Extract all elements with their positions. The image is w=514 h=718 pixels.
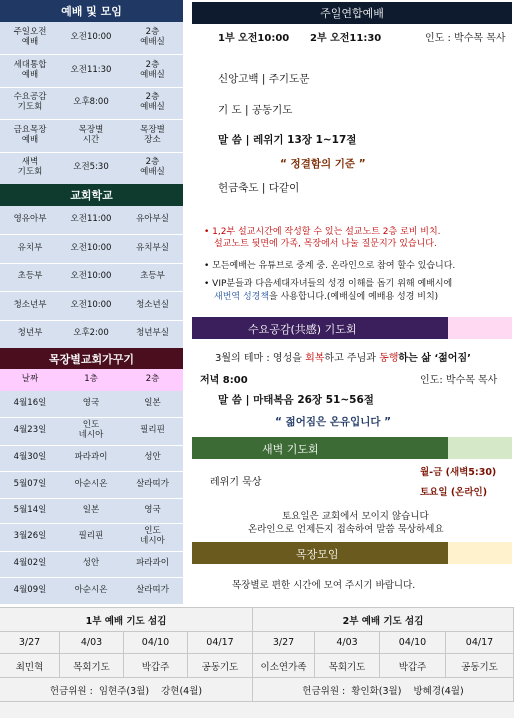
part2-date: 4/03 [315, 632, 380, 654]
part1-name: 최민혁 [0, 654, 60, 678]
garden-floor1: 영국 [82, 398, 100, 409]
sunday-note-2 [204, 260, 512, 272]
garden-floor1: 인도 네시아 [78, 420, 104, 440]
part2-date: 04/10 [380, 632, 446, 654]
school-dept: 청년부 [17, 328, 43, 339]
sunday-time-1: 1부 오전10:00 [218, 33, 290, 44]
garden-col-date: 날짜 [21, 374, 39, 385]
wednesday-word: 말 씀 | 마태복음 26장 51~56절 [218, 394, 374, 406]
worship-name: 새벽 기도회 [17, 157, 43, 177]
part1-name: 공동기도 [188, 654, 253, 678]
school-time: 오전10:00 [70, 299, 112, 310]
part1-name: 목회기도 [60, 654, 124, 678]
part1-offering: 헌금위원 : 임현주(3월) 강현(4월) [0, 678, 253, 702]
part2-name: 목회기도 [315, 654, 380, 678]
school-time: 오전11:00 [70, 214, 112, 225]
school-dept: 유치부 [17, 242, 43, 253]
bullet-star-icon: • [204, 227, 213, 237]
school-header [0, 184, 183, 206]
worship-header [0, 0, 183, 22]
garden-title: 목장별교회가꾸기 [48, 352, 134, 366]
school-title: 교회학교 [70, 189, 113, 202]
sunday-note-3 [204, 278, 512, 304]
note-text: 설교노트 뒷면에 가족, 목장에서 나눌 질문지가 있습니다. [214, 239, 437, 249]
garden-floor2: 살라띠가 [136, 478, 169, 489]
garden-date: 4월30일 [13, 452, 47, 463]
garden-floor1: 아순시온 [74, 584, 108, 595]
garden-col-floor1: 1층 [84, 374, 98, 385]
part2-name: 박갑주 [380, 654, 446, 678]
note-text: 1,2부 설교시간에 작성할 수 있는 설교노트 2층 로비 비치. [212, 227, 441, 237]
wednesday-time: 저녁 8:00 [200, 375, 248, 386]
garden-floor1: 성안 [82, 558, 100, 569]
worship-name: 수요공감 기도회 [13, 92, 47, 112]
worship-place: 2층 예배실 [140, 92, 165, 112]
mokjang-text: 목장별로 편한 시간에 모여 주시기 바랍니다. [232, 580, 416, 591]
dawn-note-1: 토요일은 교회에서 모이지 않습니다 [282, 511, 429, 522]
bullet-icon: • [204, 261, 213, 271]
garden-floor1: 파라과이 [74, 452, 108, 463]
school-room: 유아부실 [136, 214, 169, 225]
part1-date: 4/03 [60, 632, 124, 654]
garden-header [0, 348, 183, 369]
school-dept: 청소년부 [13, 299, 47, 310]
garden-date: 4월09일 [13, 584, 47, 595]
school-time: 오후2:00 [73, 328, 109, 339]
garden-floor2: 성안 [144, 452, 161, 463]
wednesday-leader: 인도: 박수목 목사 [420, 375, 498, 386]
garden-date: 3월26일 [13, 531, 47, 542]
wednesday-sermon-title: “ 젊어짐은 온유입니다 ” [275, 416, 392, 428]
dawn-book: 레위기 묵상 [210, 477, 262, 488]
school-room: 청소년실 [136, 299, 169, 310]
sunday-confession: 신앙고백 | 주기도문 [218, 73, 310, 85]
sunday-title: 주일연합예배 [320, 7, 384, 20]
worship-time: 오후8:00 [73, 97, 109, 108]
school-table [0, 206, 183, 348]
dawn-time-weekday: 월-금 (새벽5:30) [420, 467, 497, 478]
garden-col-floor2: 2층 [145, 374, 160, 385]
part2-date: 04/17 [446, 632, 514, 654]
garden-floor2: 인도 네시아 [140, 526, 165, 546]
dawn-note-2: 온라인으로 언제든지 접속하여 말씀 묵상하세요 [248, 524, 444, 535]
sunday-header [192, 2, 512, 24]
note-text: 을 사용합니다.(예배실에 예배용 성경 비치) [269, 292, 439, 302]
part2-offering: 헌금위원 : 황인화(3월) 방혜경(4월) [253, 678, 514, 702]
garden-floor2: 필리핀 [140, 425, 165, 436]
school-dept: 영유아부 [13, 214, 47, 225]
garden-floor1: 필리핀 [78, 531, 104, 542]
garden-floor2: 파라과이 [136, 558, 169, 569]
dawn-time-saturday: 토요일 (온라인) [420, 487, 488, 498]
sunday-offering: 헌금축도 | 다같이 [218, 182, 300, 194]
part2-name: 이소연가족 [253, 654, 315, 678]
note-text: 모든예배는 유튜브로 중계 중. 온라인으로 참여 할수 있습니다. [212, 261, 456, 271]
worship-name: 금요목장 예배 [13, 124, 47, 145]
garden-floor1: 아순시온 [74, 478, 108, 489]
dawn-title: 새벽 기도회 [262, 443, 319, 456]
worship-table [0, 22, 183, 184]
school-room: 유치부실 [136, 242, 169, 253]
dawn-header [192, 437, 448, 459]
dawn-header-accent [448, 437, 512, 459]
school-dept: 초등부 [17, 271, 43, 282]
garden-date: 4월02일 [13, 558, 47, 569]
worship-place: 2층 예배실 [140, 59, 165, 80]
worship-name: 주일오전 예배 [13, 27, 47, 47]
school-time: 오전10:00 [70, 271, 112, 282]
theme-text: 하고 주님과 [324, 353, 380, 364]
part2-title: 2부 예배 기도 섬김 [253, 608, 514, 632]
worship-time: 목장별 시간 [78, 124, 104, 145]
part2-date: 3/27 [253, 632, 315, 654]
theme-text: 3월의 테마 : 영성을 [215, 353, 306, 364]
mokjang-title: 목장모임 [296, 548, 339, 561]
sunday-time-2: 2부 오전11:30 [310, 33, 382, 44]
garden-date: 5월07일 [13, 478, 47, 489]
part1-title: 1부 예배 기도 섬김 [0, 608, 253, 632]
garden-floor2: 영국 [144, 504, 161, 515]
garden-floor1: 일본 [82, 504, 100, 515]
wednesday-theme [215, 349, 471, 364]
wednesday-header-accent [448, 317, 512, 339]
school-room: 초등부 [140, 271, 165, 282]
sunday-note-1 [204, 226, 512, 250]
sunday-word: 말 씀 | 레위기 13장 1~17절 [218, 134, 357, 146]
school-room: 청년부실 [136, 328, 169, 339]
part2-name: 공동기도 [446, 654, 514, 678]
garden-floor2: 살라띠가 [136, 584, 169, 595]
wednesday-title: 수요공감(共感) 기도회 [248, 323, 357, 336]
theme-highlight: 회복 [305, 353, 325, 364]
sunday-prayer: 기 도 | 공동기도 [218, 104, 293, 116]
worship-time: 오전11:30 [70, 64, 112, 75]
worship-title: 예배 및 모임 [61, 5, 122, 18]
worship-place: 목장별 장소 [140, 124, 165, 145]
worship-time: 오전5:30 [73, 162, 109, 173]
school-time: 오전10:00 [70, 242, 112, 253]
note-text: VIP분들과 다음세대자녀들의 성경 이해를 돕기 위해 예배시에 [212, 279, 453, 289]
garden-date: 5월14일 [13, 504, 47, 515]
garden-date: 4월16일 [13, 398, 47, 409]
worship-name: 세대통합 예배 [13, 59, 47, 80]
sunday-sermon-title: “ 정결함의 기준 ” [280, 158, 366, 170]
sunday-leader: 인도 : 박수목 목사 [425, 33, 506, 44]
prayer-duty-table [0, 607, 514, 718]
note-bible-highlight: 새번역 성경책 [214, 292, 270, 302]
worship-place: 2층 예배실 [140, 157, 165, 177]
theme-text: 하는 삶 ‘젊어짐’ [398, 353, 471, 364]
garden-date: 4월23일 [13, 425, 47, 436]
worship-place: 2층 예배실 [140, 27, 165, 47]
part1-date: 3/27 [0, 632, 60, 654]
garden-floor2: 일본 [144, 398, 161, 409]
mokjang-header-accent [448, 542, 512, 564]
part1-date: 04/17 [188, 632, 253, 654]
part1-name: 박갑주 [124, 654, 188, 678]
garden-table [0, 391, 183, 604]
part1-date: 04/10 [124, 632, 188, 654]
garden-column-headers [0, 369, 183, 391]
theme-highlight: 동행 [379, 353, 399, 364]
bullet-icon: • [204, 279, 213, 289]
worship-time: 오전10:00 [70, 32, 112, 43]
